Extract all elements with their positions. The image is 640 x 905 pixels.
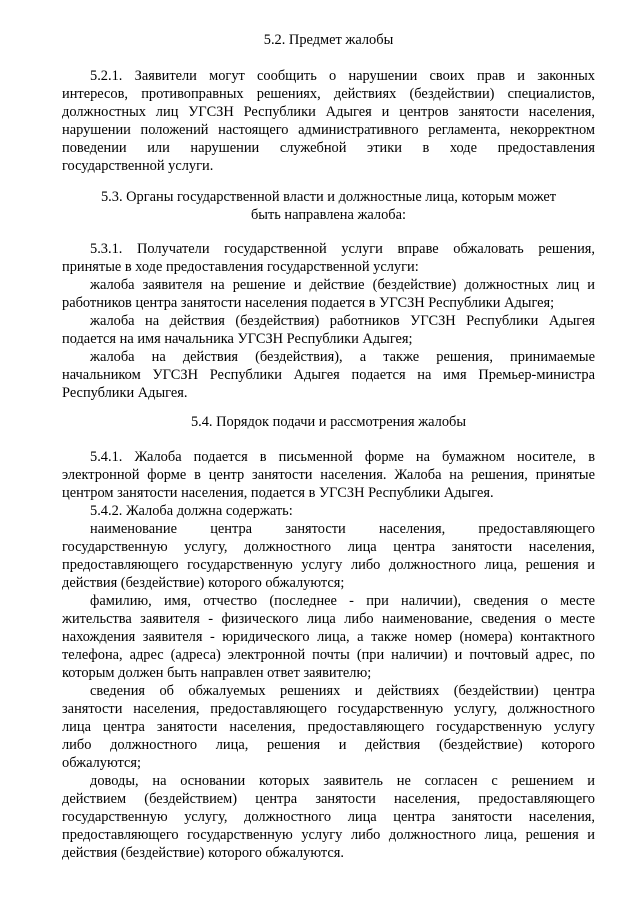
text-line: Республики Адыгея. [62,385,188,401]
text-line: телефона, адрес (адреса) электронной почты (при наличии) и почтовый адрес, по [62,647,595,663]
heading-line: быть направлена жалоба: [250,207,407,223]
text-line: сведения об обжалуемых решениях и действиях (бездействии) центра [90,683,595,699]
text-line: нахождения заявителя - юридического лица, а также номер (номера) контактного [62,629,595,645]
text-line: действия (бездействие) которого обжалуются. [62,845,344,861]
text-line: предоставляющего государственную услугу либо должностного лица, решения и [62,557,595,573]
text-line: жалоба на действия (бездействия) работников УГСЗН Республики Адыгея [90,313,595,329]
text-line: государственную услугу, должностного лица центра занятости населения, [62,809,595,825]
text-line: центром занятости населения, подается в УГСЗН Республики Адыгея. [62,485,494,501]
section-heading-5-4: 5.4. Порядок подачи и рассмотрения жалобы [190,414,467,430]
text-line: начальником УГСЗН Республики Адыгея подается на имя Премьер-министра [62,367,595,383]
text-line: государственную услугу, должностного лица центра занятости населения, [62,539,595,555]
paragraph-5-2-1 [62,67,595,175]
text-line: жалоба на действия (бездействия), а также решения, принимаемые [90,349,595,365]
text-line: работников центра занятости населения подается в УГСЗН Республики Адыгея; [62,295,555,311]
text-line: которым должен быть направлен ответ заявителю; [62,665,372,681]
paragraph-group-5-3-1 [62,240,595,402]
text-line: должностных лиц УГСЗН Республики Адыгея и центров занятости населения, [62,104,595,120]
text-line: жительства заявителя - физического лица либо наименование, сведения о месте [62,611,595,627]
text-line: действия (бездействие) которого обжалуются; [62,575,345,591]
text-line: 5.3.1. Получатели государственной услуги вправе обжаловать решения, [90,241,595,257]
text-line: подается на имя начальника УГСЗН Республики Адыгея; [62,331,413,347]
text-line: доводы, на основании которых заявитель не согласен с решением и [90,773,595,789]
text-line: 5.2.1. Заявители могут сообщить о нарушении своих прав и законных [90,68,595,84]
text-line: 5.4.1. Жалоба подается в письменной форме на бумажном носителе, в [90,449,595,465]
text-line: предоставляющего государственную услугу либо должностного лица, решения и [62,827,595,843]
text-line: жалоба заявителя на решение и действие (бездействие) должностных лиц и [90,277,595,293]
text-line: действием (бездействием) центра занятости населения, предоставляющего [62,791,595,807]
section-heading-5-2: 5.2. Предмет жалобы [263,32,394,48]
paragraph-group-5-4 [62,448,595,862]
text-line: либо должностного лица, решения и действия (бездействие) которого [62,737,595,753]
text-line: интересов, противоправных решениях, действиях (бездействии) специалистов, [62,86,595,102]
text-line: электронной форме в центр занятости населения. Жалоба на решения, принятые [62,467,595,483]
text-line: принятые в ходе предоставления государственной услуги: [62,259,419,275]
text-line: фамилию, имя, отчество (последнее - при наличии), сведения о месте [90,593,595,609]
text-line: обжалуются; [62,755,142,771]
text-line: государственной услуги. [62,158,214,174]
text-line: поведении или нарушении служебной этики в ходе предоставления [62,140,595,156]
text-line: лица центра занятости населения, предоставляющего государственную услугу [62,719,595,735]
text-line: занятости населения, предоставляющего государственную услугу, должностного [62,701,595,717]
text-line: 5.4.2. Жалоба должна содержать: [90,503,293,519]
section-heading-5-3 [62,188,595,224]
text-line: нарушении положений настоящего административного регламента, некорректном [62,122,595,138]
heading-line: 5.3. Органы государственной власти и должностные лица, которым может [100,189,557,205]
text-line: наименование центра занятости населения, предоставляющего [90,521,595,537]
